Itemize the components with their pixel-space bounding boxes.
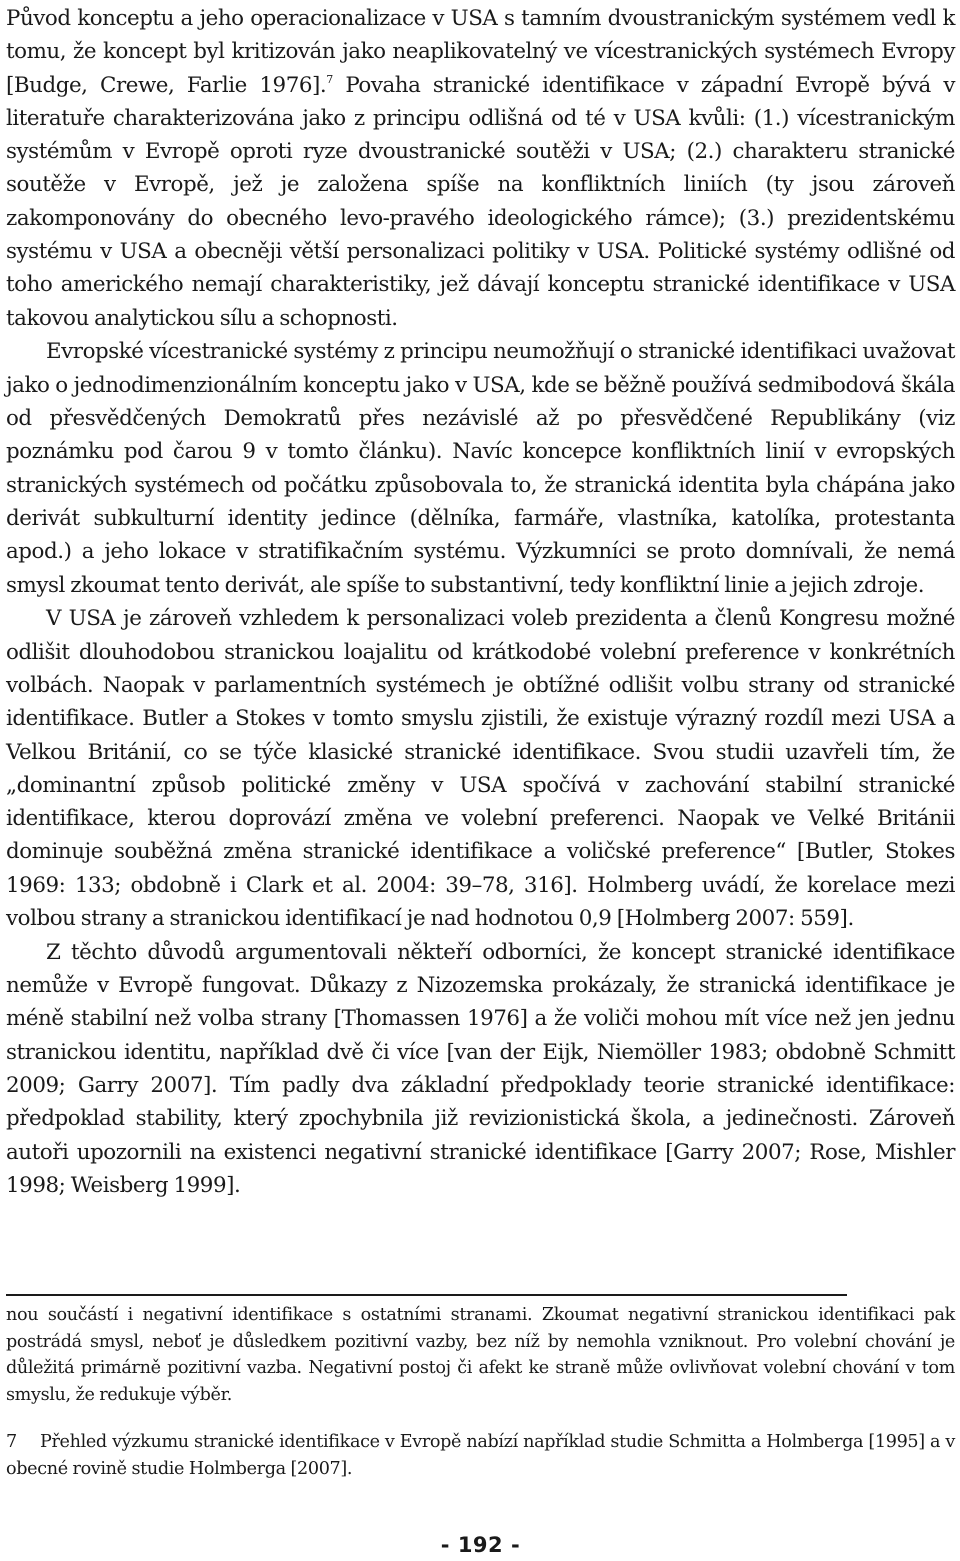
paragraph-1-text-before-ref: Původ konceptu a jeho operacionalizace v USA s tamním dvoustranickým systémem vedl k tomu, že koncept byl kritizován jako neaplikovatelný ve vícestranických systémech Evropy [Budge, Crewe, Farlie 1976].	[6, 6, 955, 98]
paragraph-2: Evropské vícestranické systémy z principu neumožňují o stranické identifikaci uvažovat jako o jednodimenzionálním konceptu jako v USA, kde se běžně používá sedmibodová škála od přesvědčených Demokratů přes nezávislé až po přesvědčené Republikány (viz poznámku pod čarou 9 v tomto článku). Navíc koncepce konfliktních linií v evropských stranických systémech od počátku způsobovala to, že stranická identita byla chápána jako derivát subkulturní identity jedince (dělníka, farmáře, vlastníka, katolíka, protestanta apod.) a jeho lokace v stratifikačním systému. Výzkumníci se proto domnívali, že nemá smysl zkoumat tento derivát, ale spíše to substantivní, tedy konfliktní linie a jejich zdroje.	[6, 339, 955, 598]
footnote-7-text: Přehled výzkumu stranické identifikace v Evropě nabízí například studie Schmitta a Holmberga [1995] a v obecné rovině studie Holmberga [2007].	[6, 1432, 955, 1479]
document-page	[6, 0, 955, 1561]
page-number: - 192 -	[440, 1533, 521, 1557]
footnote-reference-7[interactable]: 7	[326, 72, 333, 86]
paragraph-3: V USA je zároveň vzhledem k personalizaci voleb prezidenta a členů Kongresu možné odlišit dlouhodobou stranickou loajalitu od krátkodobé volební preference v konkrétních volbách. Naopak v parlamentních systémech je obtížné odlišit volbu strany od stranické identifikace. Butler a Stokes v tomto smyslu zjistili, že existuje výrazný rozdíl mezi USA a Velkou Británií, co se týče klasické stranické identifikace. Svou studii uzavřeli tím, že „dominantní způsob politické změny v USA spočívá v zachování stabilní stranické identifikace, kterou doprovází změna ve volební preferenci. Naopak ve Velké Británii dominuje souběžná změna stranické identifikace a voličské preference“ [Butler, Stokes 1969: 133; obdobně i Clark et al. 2004: 39–78, 316]. Holmberg uvádí, že korelace mezi volbou strany a stranickou identifikací je nad hodnotou 0,9 [Holmberg 2007: 559].	[6, 606, 955, 932]
footnote-separator-rule	[6, 1294, 847, 1296]
paragraph-4: Z těchto důvodů argumentovali někteří odborníci, že koncept stranické identifikace nemůže v Evropě fungovat. Důkazy z Nizozemska prokázaly, že stranická identifikace je méně stabilní než volba strany [Thomassen 1976] a že voliči mohou mít více než jen jednu stranickou identitu, například dvě či více [van der Eijk, Niemöller 1983; obdobně Schmitt 2009; Garry 2007]. Tím padly dva základní předpoklady teorie stranické identifikace: předpoklad stability, který zpochybnila již revizionistická škola, a jedinečnosti. Zároveň autoři upozornili na existenci negativní stranické identifikace [Garry 2007; Rose, Mishler 1998; Weisberg 1999].	[6, 939, 955, 1198]
footnote-7	[6, 1429, 955, 1482]
footnote-7-number: 7	[6, 1432, 17, 1452]
footnote-continuation: nou součástí i negativní identifikace s ostatními stranami. Zkoumat negativní stranickou identifikaci pak postrádá smysl, neboť je důsledkem pozitivní vazby, bez níž by nemohla vzniknout. Pro volební chování je důležitá primárně pozitivní vazba. Negativní postoj či afekt ke straně může ovlivňovat volební chování v tom smyslu, že redukuje výběr.	[6, 1305, 955, 1405]
main-text	[6, 2, 955, 1202]
footnotes	[6, 1302, 955, 1482]
paragraph-1	[6, 2, 955, 335]
paragraph-1-text-after-ref: Povaha stranické identifikace v západní Evropě bývá v literatuře charakterizována jako z principu odlišná od té v USA kvůli: (1.) vícestranickým systémům v Evropě oproti ryze dvoustranické soutěži v USA; (2.) charakteru stranické soutěže v Evropě, jež je založena spíše na konfliktních liniích (ty jsou zároveň zakomponovány do obecného levo-pravého ideologického rámce); (3.) prezidentskému systému v USA a obecněji větší personalizaci politiky v USA. Politické systémy odlišné od toho amerického nemají charakteristiky, jež dávají konceptu stranické identifikace v USA takovou analytickou sílu a schopnosti.	[6, 72, 956, 331]
